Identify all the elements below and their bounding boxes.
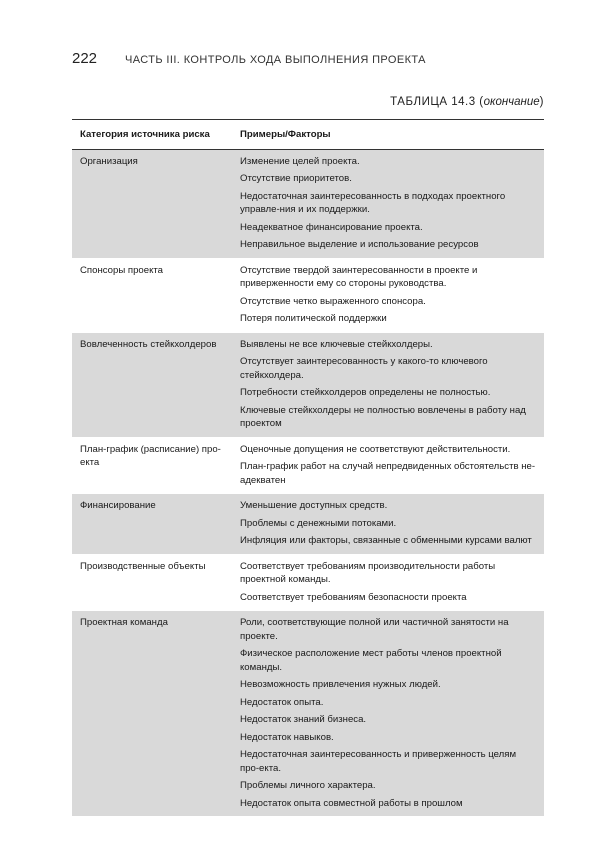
risk-example-item: Недостаток навыков. bbox=[240, 731, 334, 743]
risk-example-item: Отсутствие приоритетов. bbox=[240, 173, 352, 184]
risk-example-item: Неадекватное финансирование проекта. bbox=[240, 221, 423, 233]
risk-example-item: Выявлены не все ключевые стейкхолдеры. bbox=[240, 338, 433, 350]
risk-example-item: Оценочные допущения не соответствуют действительности. bbox=[240, 443, 511, 455]
risk-examples-cell bbox=[232, 332, 544, 437]
header-examples: Примеры/Факторы bbox=[232, 120, 544, 149]
risk-examples-cell bbox=[232, 437, 544, 494]
table-body bbox=[72, 149, 544, 817]
risk-example-item: Соответствует требованиям безопасности проекта bbox=[240, 591, 467, 603]
risk-example-item: Потеря политической поддержки bbox=[240, 313, 387, 324]
risk-example-item: Недостаток знаний бизнеса. bbox=[240, 714, 367, 725]
risk-examples-cell bbox=[232, 554, 544, 611]
risk-example-item: Физическое расположение мест работы членов проектной команды. bbox=[240, 648, 502, 673]
risk-example-item: Отсутствует заинтересованность у какого-то ключевого стейкхолдера. bbox=[240, 356, 488, 381]
table-caption-label: ТАБЛИЦА 14.3 bbox=[390, 96, 476, 108]
risk-example-item: Неправильное выделение и использование ресурсов bbox=[240, 239, 479, 250]
risk-example-item: Роли, соответствующие полной или частичной занятости на проекте. bbox=[240, 617, 509, 642]
table-caption: ТАБЛИЦА 14.3 (окончание) bbox=[390, 96, 544, 108]
risk-examples-cell bbox=[232, 258, 544, 332]
table-row bbox=[72, 149, 544, 258]
table-row bbox=[72, 554, 544, 611]
running-header bbox=[72, 50, 552, 67]
risk-example-item: Потребности стейкхолдеров определены не полностью. bbox=[240, 387, 491, 398]
risk-example-item: Инфляция или факторы, связанные с обменными курсами валют bbox=[240, 535, 532, 546]
table-row bbox=[72, 611, 544, 817]
risk-example-item: Недостаток опыта. bbox=[240, 696, 324, 708]
risk-examples-cell bbox=[232, 611, 544, 817]
risk-example-item: Ключевые стейкхолдеры не полностью вовлечены в работу над проектом bbox=[240, 404, 526, 429]
table-row bbox=[72, 494, 544, 555]
risk-category-cell: Спонсоры проекта bbox=[72, 258, 232, 332]
risk-category-cell: Финансирование bbox=[72, 494, 232, 555]
risk-example-item: План-график работ на случай непредвиденных обстоятельств не-адекватен bbox=[240, 461, 536, 486]
table-row bbox=[72, 437, 544, 494]
table-row bbox=[72, 332, 544, 437]
risk-examples-cell bbox=[232, 494, 544, 555]
risk-example-item: Невозможность привлечения нужных людей. bbox=[240, 679, 441, 690]
risk-table-container bbox=[72, 119, 544, 817]
risk-category-cell: Организация bbox=[72, 149, 232, 258]
page-number: 222 bbox=[72, 50, 98, 67]
risk-example-item: Недостаточная заинтересованность и приверженность целям про-екта. bbox=[240, 749, 517, 774]
risk-category-cell: План-график (расписание) про-екта bbox=[72, 437, 232, 494]
header-category: Категория источника риска bbox=[72, 120, 232, 149]
table-header-row bbox=[72, 120, 544, 149]
risk-example-item: Изменение целей проекта. bbox=[240, 155, 360, 167]
running-title: ЧАСТЬ III. КОНТРОЛЬ ХОДА ВЫПОЛНЕНИЯ ПРОЕКТА bbox=[125, 54, 426, 66]
risk-examples-cell bbox=[232, 149, 544, 258]
risk-category-cell: Вовлеченность стейкхолдеров bbox=[72, 332, 232, 437]
risk-example-item: Проблемы личного характера. bbox=[240, 780, 376, 791]
risk-example-item: Недостаток опыта совместной работы в прошлом bbox=[240, 797, 463, 809]
risk-example-item: Соответствует требованиям производительности работы проектной команды. bbox=[240, 560, 496, 585]
risk-example-item: Отсутствие четко выраженного спонсора. bbox=[240, 295, 426, 307]
risk-category-cell: Производственные объекты bbox=[72, 554, 232, 611]
risk-example-item: Отсутствие твердой заинтересованности в проекте и приверженности ему со стороны руководства. bbox=[240, 264, 478, 289]
risk-example-item: Недостаточная заинтересованность в подходах проектного управле-ния и их поддержки. bbox=[240, 190, 506, 215]
risk-category-cell: Проектная команда bbox=[72, 611, 232, 817]
risk-example-item: Проблемы с денежными потоками. bbox=[240, 517, 397, 529]
table-row bbox=[72, 258, 544, 332]
risk-example-item: Уменьшение доступных средств. bbox=[240, 500, 388, 511]
risk-table bbox=[72, 120, 544, 817]
table-caption-note: окончание bbox=[483, 96, 540, 108]
